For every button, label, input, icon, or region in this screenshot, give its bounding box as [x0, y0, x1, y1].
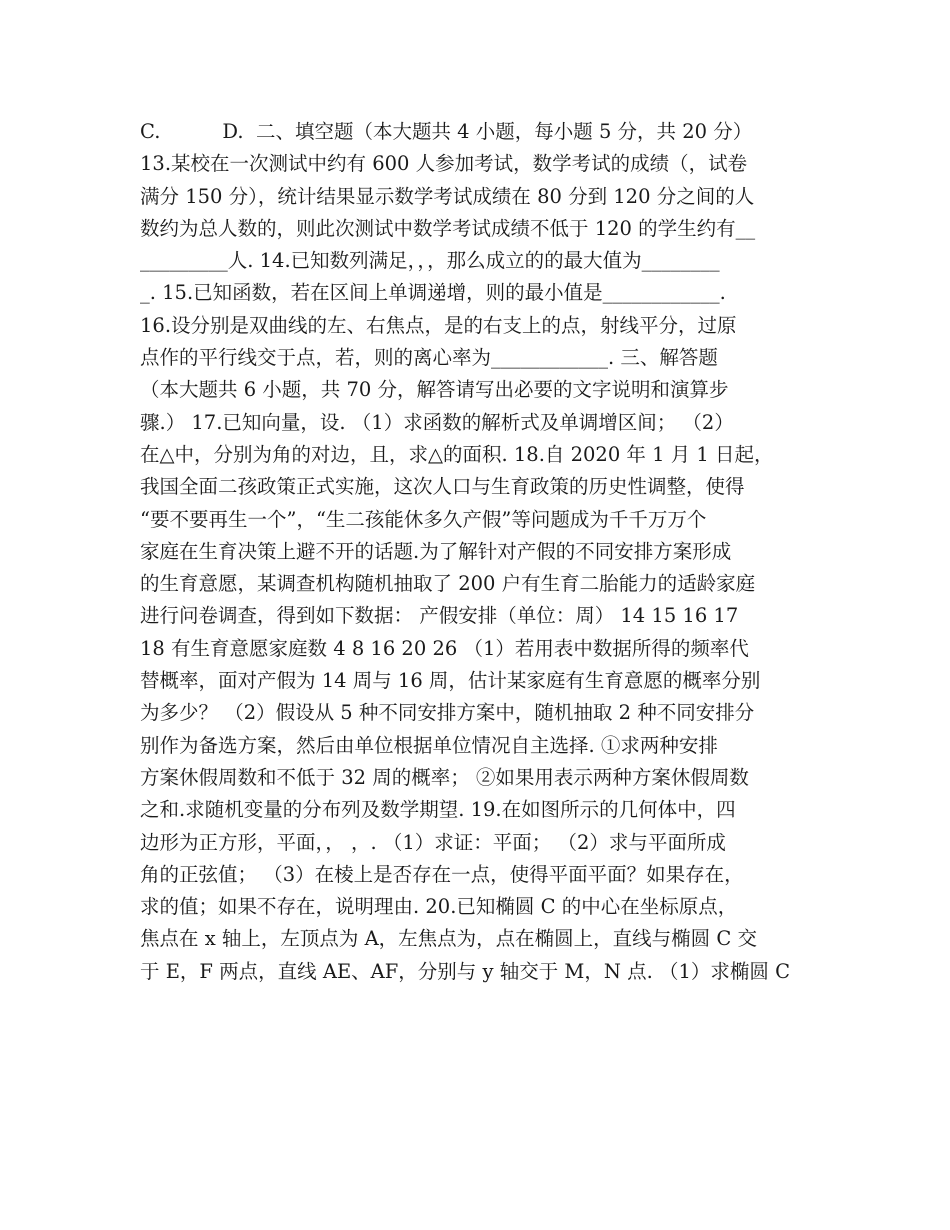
- document-body: [140, 116, 820, 988]
- text-line: 的生育意愿，某调查机构随机抽取了 200 户有生育二胎能力的适龄家庭: [140, 572, 756, 596]
- text-line: 于 E，F 两点，直线 AE、AF，分别与 y 轴交于 M，N 点. （1）求椭圆 C: [140, 959, 791, 983]
- text-line: 为多少？ （2）假设从 5 种不同安排方案中，随机抽取 2 种不同安排分: [140, 701, 755, 725]
- text-line: 18 有生育意愿家庭数 4 8 16 20 26 （1）若用表中数据所得的频率代: [140, 636, 749, 660]
- text-line: 13.某校在一次测试中约有 600 人参加考试，数学考试的成绩（，试卷: [140, 152, 748, 176]
- text-line: 家庭在生育决策上避不开的话题.为了解针对产假的不同安排方案形成: [140, 539, 732, 563]
- text-line: 数约为总人数的，则此次测试中数学考试成绩不低于 120 的学生约有__: [140, 216, 756, 240]
- text-line: 替概率，面对产假为 14 周与 16 周，估计某家庭有生育意愿的概率分别: [140, 669, 761, 693]
- text-line: （本大题共 6 小题，共 70 分，解答请写出必要的文字说明和演算步: [140, 378, 729, 402]
- text-line: C. D. 二、填空题（本大题共 4 小题，每小题 5 分，共 20 分）: [140, 120, 753, 143]
- text-line: 我国全面二孩政策正式实施，这次人口与生育政策的历史性调整，使得: [140, 475, 745, 499]
- text-line: 焦点在 x 轴上，左顶点为 A，左焦点为，点在椭圆上，直线与椭圆 C 交: [140, 927, 757, 951]
- text-line: 在△中，分别为角的对边，且，求△的面积. 18.自 2020 年 1 月 1 日起，: [140, 442, 774, 466]
- text-line: 16.设分别是双曲线的左、右焦点，是的右支上的点，射线平分，过原: [140, 313, 737, 337]
- text-line: _________人. 14.已知数列满足，，，那么成立的的最大值为________: [140, 249, 720, 273]
- text-line: “要不要再生一个”，“生二孩能休多久产假”等问题成为千千万万个: [140, 507, 707, 531]
- text-line: 进行问卷调查，得到如下数据： 产假安排（单位：周） 14 15 16 17: [140, 604, 739, 628]
- text-line: 满分 150 分），统计结果显示数学考试成绩在 80 分到 120 分之间的人: [140, 184, 755, 208]
- text-line: 骤.） 17.已知向量，设. （1）求函数的解析式及单调增区间； （2）: [140, 410, 734, 434]
- text-line: 别作为备选方案，然后由单位根据单位情况自主选择. ①求两种安排: [140, 733, 718, 757]
- text-line: 之和.求随机变量的分布列及数学期望. 19.在如图所示的几何体中，四: [140, 798, 736, 822]
- text-line: 点作的平行线交于点，若，则的离心率为____________. 三、解答题: [140, 346, 718, 370]
- text-line: 边形为正方形，平面，， ，. （1）求证：平面； （2）求与平面所成: [140, 830, 726, 854]
- text-line: _. 15.已知函数，若在区间上单调递增，则的最小值是____________.: [140, 281, 726, 305]
- text-line: 方案休假周数和不低于 32 周的概率； ②如果用表示两种方案休假周数: [140, 765, 749, 789]
- text-line: 求的值；如果不存在，说明理由. 20.已知椭圆 C 的中心在坐标原点，: [140, 895, 738, 919]
- text-line: 角的正弦值； （3）在棱上是否存在一点，使得平面平面？如果存在，: [140, 862, 744, 886]
